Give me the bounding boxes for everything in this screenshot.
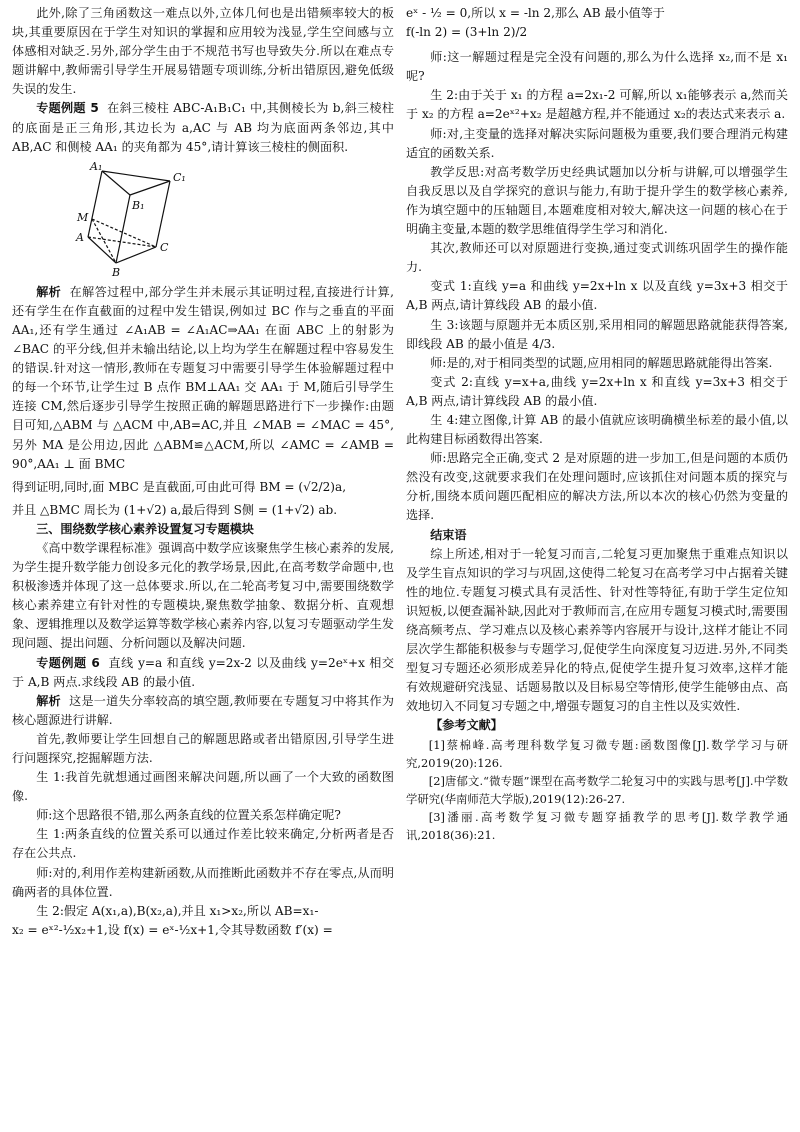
reference-item: [3]潘丽.高考数学复习微专题穿插教学的思考[J].数学教学通讯,2018(36):21.: [406, 809, 788, 842]
dialogue-s2-cont: x₂ = eˣ²-½x₂+1,设 f(x) = eˣ-½x+1,令其导数函数 f′(x) =: [12, 922, 333, 937]
prism-figure: [72, 161, 222, 277]
dialogue-t1: 师:这个思路很不错,那么两条直线的位置关系怎样确定呢?: [36, 808, 341, 823]
example-6: [12, 654, 394, 692]
edge-b-c: [116, 247, 156, 263]
solution-6: [12, 692, 394, 730]
edge-c1-c: [156, 181, 170, 247]
variant-2: 变式 2:直线 y=x+a,曲线 y=2x+ln x 和直线 y=3x+3 相交于 A,B 两点,请计算线段 AB 的最小值.: [406, 374, 788, 408]
section-3-title: 三、围绕数学核心素养设置复习专题模块: [36, 521, 254, 536]
example-6-text: 直线 y=a 和直线 y=2x-2 以及曲线 y=2eˣ+x 相交于 A,B 两点.求线段 AB 的最小值.: [12, 655, 394, 689]
reference-item: [1]蔡棉峰.高考理科数学复习微专题:函数图像[J].数学学习与研究,2019(20):126.: [406, 737, 788, 770]
edge-b1-c1: [130, 181, 170, 195]
dialogue-t3: 师:这一解题过程是完全没有问题的,那么为什么选择 x₂,而不是 x₁呢?: [406, 50, 788, 84]
solution-6-label: 解析: [36, 693, 61, 708]
variant-1: 变式 1:直线 y=a 和曲线 y=2x+ln x 以及直线 y=3x+3 相交于 A,B 两点,请计算线段 AB 的最小值.: [406, 279, 788, 313]
reference-item: [2]唐郁文.“微专题”课型在高考数学二轮复习中的实践与思考[J].中学数学研究(华南师范大学版),2019(12):26-27.: [406, 773, 788, 806]
example-5-text: 在斜三棱柱 ABC-A₁B₁C₁ 中,其侧棱长为 b,斜三棱柱的底面是正三角形,其边长为 a,AC 与 AB 均为底面两条邻边,其中 AB,AC 和侧棱 AA₁ 的夹角都为 45°,请计算该三棱柱的侧面积.: [12, 101, 394, 154]
dialogue-s3: 生 3:该题与原题并无本质区别,采用相同的解题思路就能获得答案,即线段 AB 的最小值是 4/3.: [406, 317, 788, 351]
example-6-label: 专题例题 6: [36, 655, 100, 670]
label-b: B: [112, 265, 121, 277]
left-column: [12, 4, 394, 1132]
solution-5-label: 解析: [36, 284, 62, 299]
paragraph-second: 其次,教师还可以对原题进行变换,通过变式训练巩固学生的操作能力.: [406, 241, 788, 275]
edge-a-c: [88, 237, 156, 247]
dialogue-t2: 师:对的,利用作差构建新函数,从而推断此函数并不存在零点,从而明确两者的具体位置.: [12, 865, 394, 899]
solution-5: [12, 283, 394, 474]
conclusion-paragraph: 综上所述,相对于一轮复习而言,二轮复习更加聚焦于重难点知识以及学生盲点知识的学习与巩固,这使得二轮复习在高考学习中占据着关键性的地位.专题复习模式具有灵活性、针对性等特征,有助于学生定位知识短板,以便查漏补缺,因此对于教师而言,在应用专题复习模式时,需要围绕高频考点、学习难点以及核心素养等内容展开与设计,这样才能让不同层次学生都能积极参与专题学习,促使学生向深度复习迈进.另外,不同类型复习专题还必须形成差异化的特点,促使学生提升复习效率,这样才能有效规避研究浅显、话题易散以及目标易空等情形,使学生能够由点、高效地切入不同复习专题之中,增强专题复习的自主性以及实效性.: [406, 546, 788, 714]
edge-m-b: [92, 219, 116, 263]
conclusion-title: 结束语: [430, 527, 467, 542]
label-a1: A₁: [90, 160, 103, 173]
dialogue-s1b: 生 1:两条直线的位置关系可以通过作差比较来确定,分析两者是否存在公共点.: [12, 827, 394, 861]
edge-a-b: [88, 237, 116, 263]
label-c: C: [160, 240, 169, 254]
dialogue-s2c: 生 2:由于关于 x₁ 的方程 a=2x₁-2 可解,所以 x₁能够表示 a,然而关于 x₂ 的方程 a=2eˣ²+x₂ 是超越方程,并不能通过 x₂的表达式来表示 a.: [406, 88, 788, 122]
label-m: M: [77, 210, 89, 224]
label-b1: B₁: [132, 198, 145, 212]
dialogue-t6: 师:思路完全正确,变式 2 是对原题的进一步加工,但是问题的本质仍然没有改变,这就要求我们在处理问题时,应该抓住对问题本质的探究与分析,围绕本质问题匹配相应的解决方法,所以本次的核心仍然为变量的选择.: [406, 451, 788, 523]
section-3-paragraph: 《高中数学课程标准》强调高中数学应该聚焦学生核心素养的发展,为学生提升数学能力创设多元化的教学场景,因此,在高考数学命题中,也积极渗透并体现了这一总体要求.所以,在二轮高考复习中,需要围绕数学核心素养建立有针对性的专题模块,聚焦数学抽象、数据分析、直观想象、逻辑推理以及数学运算等数学核心素养内容,以复习专题驱动学生发现问题、提出问题、分析问题以及解决问题.: [12, 540, 394, 651]
solution-5-text: 在解答过程中,部分学生并未展示其证明过程,直接进行计算,还有学生在作直截面的过程中发生错误,例如过 BC 作与之垂直的平面 AA₁,还有学生通过 ∠A₁AB = ∠A₁AC⇒AA₁ 在面 ABC 上的射影为 ∠BAC 的平分线,但并未输出结论,以上均为学生在解题过程中容易发生的错误.针对这一情形,教师在专题复习中需要引导学生体验解题过程中的每一个环节,让学生过 B 点作 BM⊥AA₁ 交 AA₁ 于 M,随后引导学生连接 CM,然后逐步引导学生按照正确的解题思路进行下一步操作:由题目可知,△ABM 与 △ACM 中,AB=AC,并且 ∠MAB = ∠MAC = 45°,另外 MA 是公用边,因此 △ABM≌△ACM,所以 ∠AMC = ∠AMB = 90°,AA₁ ⊥ 面 BMC: [12, 284, 394, 471]
dialogue-s1: 生 1:我首先就想通过画图来解决问题,所以画了一个大致的函数图像.: [12, 770, 394, 804]
solution-5-area: 并且 △BMC 周长为 (1+√2) a,最后得到 S侧 = (1+√2) ab.: [12, 502, 338, 517]
paragraph-intro: 此外,除了三角函数这一难点以外,立体几何也是出错频率较大的板块,其重要原因在于学生对知识的掌握和应用较为浅显,学生空间感与立体感相对缺乏.另外,部分学生由于不规范书写也导致失分.所以在难点专题讲解中,教师需引导学生开展易错题专项训练,分析出错原因,避免低级失误的发生.: [12, 6, 394, 97]
solution-6-text: 这是一道失分率较高的填空题,教师要在专题复习中将其作为核心题源进行讲解.: [12, 693, 394, 727]
example-5: [12, 99, 394, 156]
teaching-reflection: 教学反思:对高考数学历史经典试题加以分析与讲解,可以增强学生自我反思以及自学探究的意识与能力,有助于提升学生的数学核心素养,作为填空题中的压轴题目,本题难度相对较大,解决这一问题的核心在于明确主变量,本题的数学思维值得学生学习和消化.: [406, 164, 788, 237]
paragraph-first: 首先,教师要让学生回想自己的解题思路或者出错原因,引导学生进行问题探究,挖掘解题方法.: [12, 731, 394, 765]
right-column: [406, 4, 788, 1132]
edge-a1-a: [88, 171, 102, 237]
math-line-1: eˣ - ½ = 0,所以 x = -ln 2,那么 AB 最小值等于: [406, 6, 665, 20]
dialogue-t5: 师:是的,对于相同类型的试题,应用相同的解题思路就能得出答案.: [430, 355, 773, 370]
math-line-2: f(-ln 2) = (3+ln 2)/2: [406, 25, 528, 40]
label-a: A: [76, 230, 84, 244]
edge-b1-b: [116, 195, 130, 263]
dialogue-t4: 师:对,主变量的选择对解决实际问题极为重要,我们要合理消元构建适宜的函数关系.: [406, 126, 788, 160]
example-5-label: 专题例题 5: [36, 101, 99, 116]
solution-5-bm: 得到证明,同时,面 MBC 是直截面,可由此可得 BM = (√2/2)a,: [12, 479, 347, 494]
label-c1: C₁: [173, 170, 186, 184]
dialogue-s2: 生 2:假定 A(x₁,a),B(x₂,a),并且 x₁>x₂,所以 AB=x₁-: [36, 903, 319, 918]
references-title: 【参考文献】: [430, 718, 503, 733]
dialogue-s4: 生 4:建立图像,计算 AB 的最小值就应该明确横坐标差的最小值,以此构建目标函数得出答案.: [406, 412, 788, 447]
